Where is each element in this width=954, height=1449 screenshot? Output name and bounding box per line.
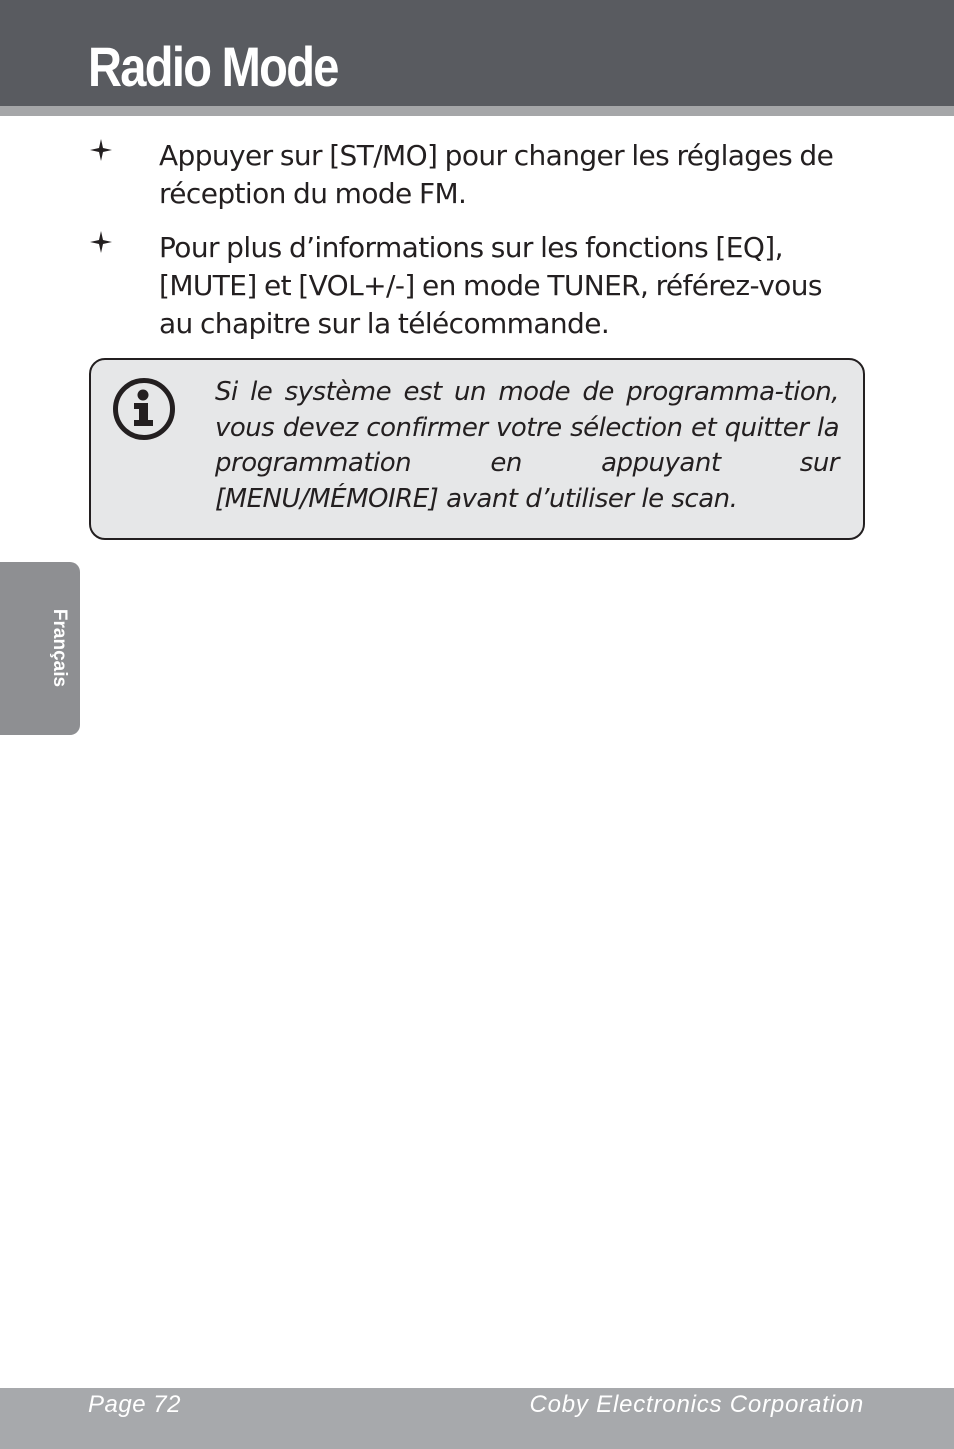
bullet-text: Appuyer sur [ST/MO] pour changer les réglages de réception du mode FM.	[159, 139, 834, 210]
page-title: Radio Mode	[88, 35, 338, 98]
company-name: Coby Electronics Corporation	[529, 1391, 864, 1418]
language-tab-label: Français	[49, 608, 70, 688]
info-icon	[112, 377, 176, 441]
page-number: Page 72	[88, 1391, 181, 1418]
bullet-text: Pour plus d’informations sur les fonctions [EQ], [MUTE] et [VOL+/-] en mode TUNER, référez-vous au chapitre sur la télécommande.	[159, 231, 822, 340]
four-point-star-icon	[88, 229, 114, 255]
header-rule	[0, 106, 954, 116]
note-text: Si le système est un mode de programma-tion, vous devez confirmer votre sélection et quitter la programmation en appuyant sur [MENU/MÉMOIRE] avant d’utiliser le scan.	[215, 377, 839, 514]
four-point-star-icon	[88, 137, 114, 163]
info-note	[89, 358, 865, 540]
